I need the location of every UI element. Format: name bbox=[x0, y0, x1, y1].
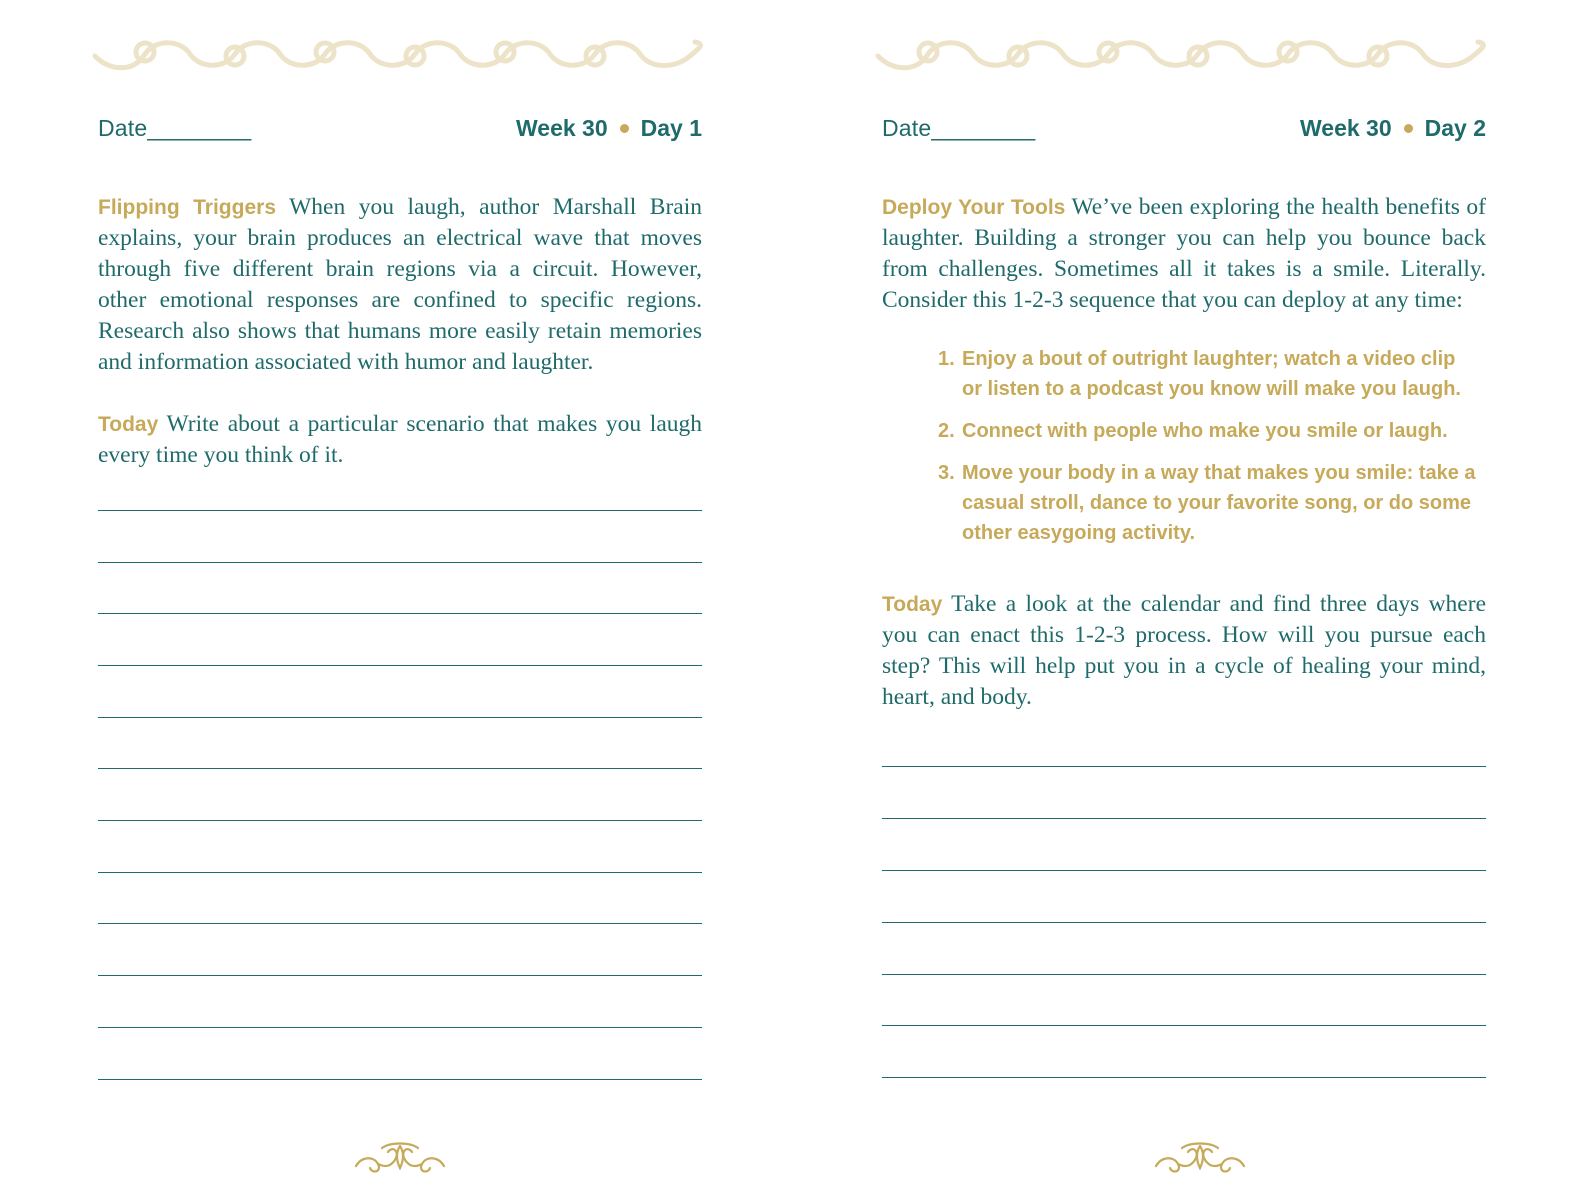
writing-line[interactable] bbox=[98, 1079, 702, 1080]
intro-lead: Flipping Triggers bbox=[98, 196, 276, 219]
day-label: Day 2 bbox=[1424, 114, 1486, 141]
writing-line[interactable] bbox=[882, 1025, 1486, 1026]
scroll-ornament-icon bbox=[90, 34, 710, 74]
date-field[interactable]: Date________ bbox=[98, 114, 252, 141]
today-text: Write about a particular scenario that makes you laugh every time you think of it. bbox=[98, 411, 703, 468]
today-prompt bbox=[882, 589, 1486, 713]
list-number: 3. bbox=[938, 462, 955, 484]
scroll-ornament-icon bbox=[873, 34, 1493, 74]
intro-text: We’ve been exploring the health benefits of laughter. Building a stronger you can help you bounce back from challenges. Sometimes all it takes is a smile. Literally. Consider this 1-2-3 sequence that you can deploy at any time: bbox=[882, 194, 1486, 313]
writing-line[interactable] bbox=[98, 923, 702, 924]
flourish-ornament-icon bbox=[352, 1138, 448, 1174]
list-item bbox=[938, 416, 1478, 446]
intro-text: When you laugh, author Marshall Brain explains, your brain produces an electrical wave that moves through five different brain regions via a circuit. However, other emotional responses are confined to specific regions. Research also shows that humans more easily retain memories and information associated with humor and laughter. bbox=[98, 194, 702, 375]
writing-line[interactable] bbox=[882, 1077, 1486, 1078]
list-text: Move your body in a way that makes you smile: take a casual stroll, dance to your favorite song, or do some other easygoing activity. bbox=[962, 462, 1476, 544]
writing-line[interactable] bbox=[98, 872, 702, 873]
list-number: 1. bbox=[938, 348, 955, 370]
today-lead: Today bbox=[882, 593, 943, 616]
intro-lead: Deploy Your Tools bbox=[882, 196, 1066, 219]
writing-line[interactable] bbox=[98, 820, 702, 821]
intro-paragraph bbox=[98, 192, 702, 378]
list-item bbox=[938, 344, 1478, 404]
writing-line[interactable] bbox=[882, 974, 1486, 975]
date-field[interactable]: Date________ bbox=[882, 114, 1036, 141]
page-header bbox=[882, 110, 1486, 146]
writing-line[interactable] bbox=[882, 818, 1486, 819]
bullet-dot-icon bbox=[1404, 124, 1413, 133]
list-number: 2. bbox=[938, 420, 955, 442]
writing-line[interactable] bbox=[98, 717, 702, 718]
writing-line[interactable] bbox=[882, 766, 1486, 767]
writing-line[interactable] bbox=[98, 665, 702, 666]
week-day-label bbox=[516, 115, 702, 142]
writing-line[interactable] bbox=[98, 975, 702, 976]
list-text: Connect with people who make you smile or laugh. bbox=[962, 420, 1448, 442]
day-label: Day 1 bbox=[640, 114, 702, 141]
list-item bbox=[938, 458, 1478, 548]
writing-line[interactable] bbox=[882, 870, 1486, 871]
week-label: Week 30 bbox=[515, 114, 608, 141]
flourish-ornament-icon bbox=[1152, 1138, 1248, 1174]
writing-line[interactable] bbox=[98, 562, 702, 563]
writing-line[interactable] bbox=[98, 768, 702, 769]
writing-line[interactable] bbox=[98, 510, 702, 511]
writing-line[interactable] bbox=[98, 1027, 702, 1028]
steps-list bbox=[938, 344, 1478, 560]
bullet-dot-icon bbox=[620, 124, 629, 133]
today-text: Take a look at the calendar and find three days where you can enact this 1-2-3 process. How will you pursue each step? This will help put you in a cycle of healing your mind, heart, and body. bbox=[882, 591, 1486, 710]
list-text: Enjoy a bout of outright laughter; watch a video clip or listen to a podcast you know will make you laugh. bbox=[962, 348, 1461, 400]
writing-line[interactable] bbox=[98, 613, 702, 614]
today-prompt bbox=[98, 409, 702, 471]
week-day-label bbox=[1300, 115, 1486, 142]
today-lead: Today bbox=[98, 413, 159, 436]
page-header bbox=[98, 110, 702, 146]
intro-paragraph bbox=[882, 192, 1486, 316]
writing-line[interactable] bbox=[882, 922, 1486, 923]
week-label: Week 30 bbox=[1299, 114, 1392, 141]
right-page bbox=[798, 0, 1596, 1196]
